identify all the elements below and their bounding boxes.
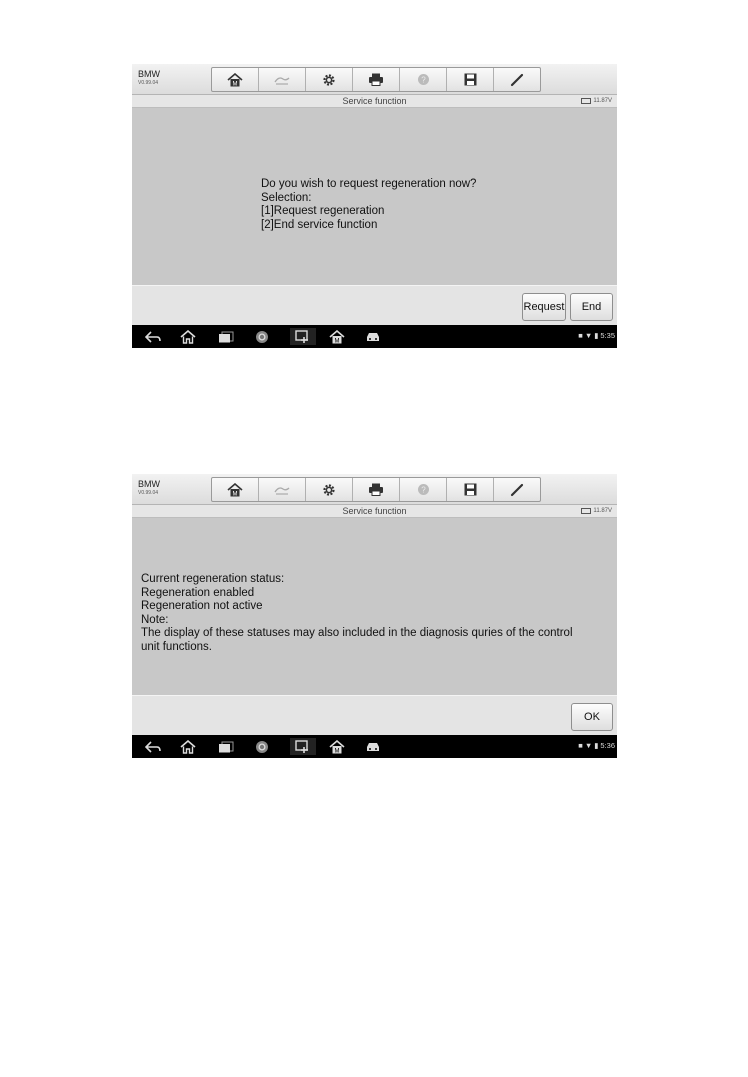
- battery-status-icon: ▮: [594, 331, 599, 340]
- save-button[interactable]: [447, 68, 494, 91]
- toolbar: [211, 477, 541, 502]
- home-button[interactable]: [212, 478, 259, 501]
- recent-apps-icon: [218, 331, 234, 343]
- battery-voltage: 11.87V: [593, 98, 612, 104]
- notification-icon: ■: [578, 331, 583, 340]
- car-button[interactable]: [363, 328, 383, 345]
- recent-apps-button[interactable]: [216, 738, 236, 755]
- wifi-icon: ▼: [584, 331, 593, 340]
- android-nav-bar: [132, 735, 617, 758]
- brand-info: [138, 70, 160, 86]
- screen-capture-button[interactable]: [290, 328, 316, 345]
- back-button[interactable]: [143, 738, 163, 755]
- message-line: Selection:: [261, 191, 312, 204]
- print-icon: [368, 73, 384, 86]
- back-icon: [145, 331, 161, 343]
- svg-text:M: M: [232, 491, 238, 497]
- settings-button[interactable]: [306, 68, 353, 91]
- clock: 5:35: [600, 331, 615, 340]
- help-icon: [417, 73, 430, 86]
- title-bar: [132, 95, 617, 108]
- pen-button[interactable]: [494, 478, 540, 501]
- clock: 5:36: [600, 741, 615, 750]
- message-line: unit functions.: [141, 640, 212, 653]
- screen-capture-button[interactable]: [290, 738, 316, 755]
- screenshot-2: [132, 474, 617, 758]
- message-area: [132, 108, 617, 285]
- page-title: Service function: [342, 506, 407, 516]
- save-icon: [464, 73, 477, 86]
- screenshot-1: [132, 64, 617, 348]
- message-line: Do you wish to request regeneration now?: [261, 178, 477, 190]
- vehicle-swap-icon: [273, 484, 291, 496]
- maxisys-button[interactable]: [327, 328, 347, 345]
- back-icon: [145, 741, 161, 753]
- home-nav-button[interactable]: [178, 328, 198, 345]
- brand-version: V0.99.04: [138, 80, 159, 86]
- message-line: The display of these statuses may also included in the diagnosis quries of the control: [141, 627, 573, 639]
- chrome-button[interactable]: [252, 738, 272, 755]
- vehicle-swap-icon: [273, 74, 291, 86]
- print-button[interactable]: [353, 478, 400, 501]
- svg-text:?: ?: [420, 75, 426, 85]
- back-button[interactable]: [143, 328, 163, 345]
- battery-indicator: [581, 97, 612, 105]
- svg-text:?: ?: [420, 485, 426, 495]
- message-area: [132, 518, 617, 695]
- car-icon: [365, 331, 381, 343]
- home-nav-button[interactable]: [178, 738, 198, 755]
- message-line: Note:: [141, 613, 169, 626]
- top-bar: [132, 474, 617, 505]
- action-bar: [132, 695, 617, 736]
- android-nav-bar: [132, 325, 617, 348]
- battery-indicator: [581, 507, 612, 515]
- chrome-icon: [255, 330, 269, 344]
- message-line: Current regeneration status:: [141, 573, 285, 585]
- save-button[interactable]: [447, 478, 494, 501]
- battery-voltage: 11.87V: [593, 508, 612, 514]
- chrome-icon: [255, 740, 269, 754]
- battery-icon: [581, 508, 591, 514]
- end-button[interactable]: End: [570, 293, 613, 321]
- pen-icon: [510, 73, 524, 87]
- print-icon: [368, 483, 384, 496]
- top-bar: [132, 64, 617, 95]
- maxisys-button[interactable]: [327, 738, 347, 755]
- svg-text:M: M: [334, 748, 340, 754]
- maxisys-icon: [329, 740, 345, 754]
- message-line: Regeneration not active: [141, 600, 263, 612]
- brand-name: BMW: [138, 479, 160, 489]
- home-icon: [227, 483, 243, 497]
- home-icon: [180, 330, 196, 344]
- brand-version: V0.99.04: [138, 490, 159, 496]
- message-line: [1]Request regeneration: [261, 205, 385, 217]
- message-line: [2]End service function: [261, 218, 378, 231]
- help-button[interactable]: [400, 68, 447, 91]
- wifi-icon: ▼: [584, 741, 593, 750]
- help-icon: [417, 483, 430, 496]
- home-icon: [180, 740, 196, 754]
- car-icon: [365, 741, 381, 753]
- message-line: Regeneration enabled: [141, 586, 255, 599]
- help-button[interactable]: [400, 478, 447, 501]
- action-bar: [132, 285, 617, 326]
- svg-text:M: M: [232, 81, 238, 87]
- car-button[interactable]: [363, 738, 383, 755]
- request-button[interactable]: Request: [522, 293, 566, 321]
- brand-name: BMW: [138, 69, 160, 79]
- pen-button[interactable]: [494, 68, 540, 91]
- recent-apps-icon: [218, 741, 234, 753]
- svg-text:M: M: [334, 338, 340, 344]
- notification-icon: ■: [578, 741, 583, 750]
- ok-button[interactable]: OK: [571, 703, 613, 731]
- recent-apps-button[interactable]: [216, 328, 236, 345]
- vehicle-swap-button[interactable]: [259, 478, 306, 501]
- status-area: [578, 331, 615, 340]
- title-bar: [132, 505, 617, 518]
- home-button[interactable]: [212, 68, 259, 91]
- chrome-button[interactable]: [252, 328, 272, 345]
- save-icon: [464, 483, 477, 496]
- message-text: [141, 573, 573, 654]
- settings-icon: [322, 73, 336, 87]
- screen-capture-icon: [295, 330, 311, 344]
- page-title: Service function: [342, 96, 407, 106]
- vehicle-swap-button[interactable]: [259, 68, 306, 91]
- toolbar: [211, 67, 541, 92]
- settings-button[interactable]: [306, 478, 353, 501]
- battery-icon: [581, 98, 591, 104]
- maxisys-icon: [329, 330, 345, 344]
- brand-info: [138, 480, 160, 496]
- settings-icon: [322, 483, 336, 497]
- print-button[interactable]: [353, 68, 400, 91]
- pen-icon: [510, 483, 524, 497]
- screen-capture-icon: [295, 740, 311, 754]
- home-icon: [227, 73, 243, 87]
- battery-status-icon: ▮: [594, 741, 599, 750]
- status-area: [578, 741, 615, 750]
- message-text: [261, 178, 476, 232]
